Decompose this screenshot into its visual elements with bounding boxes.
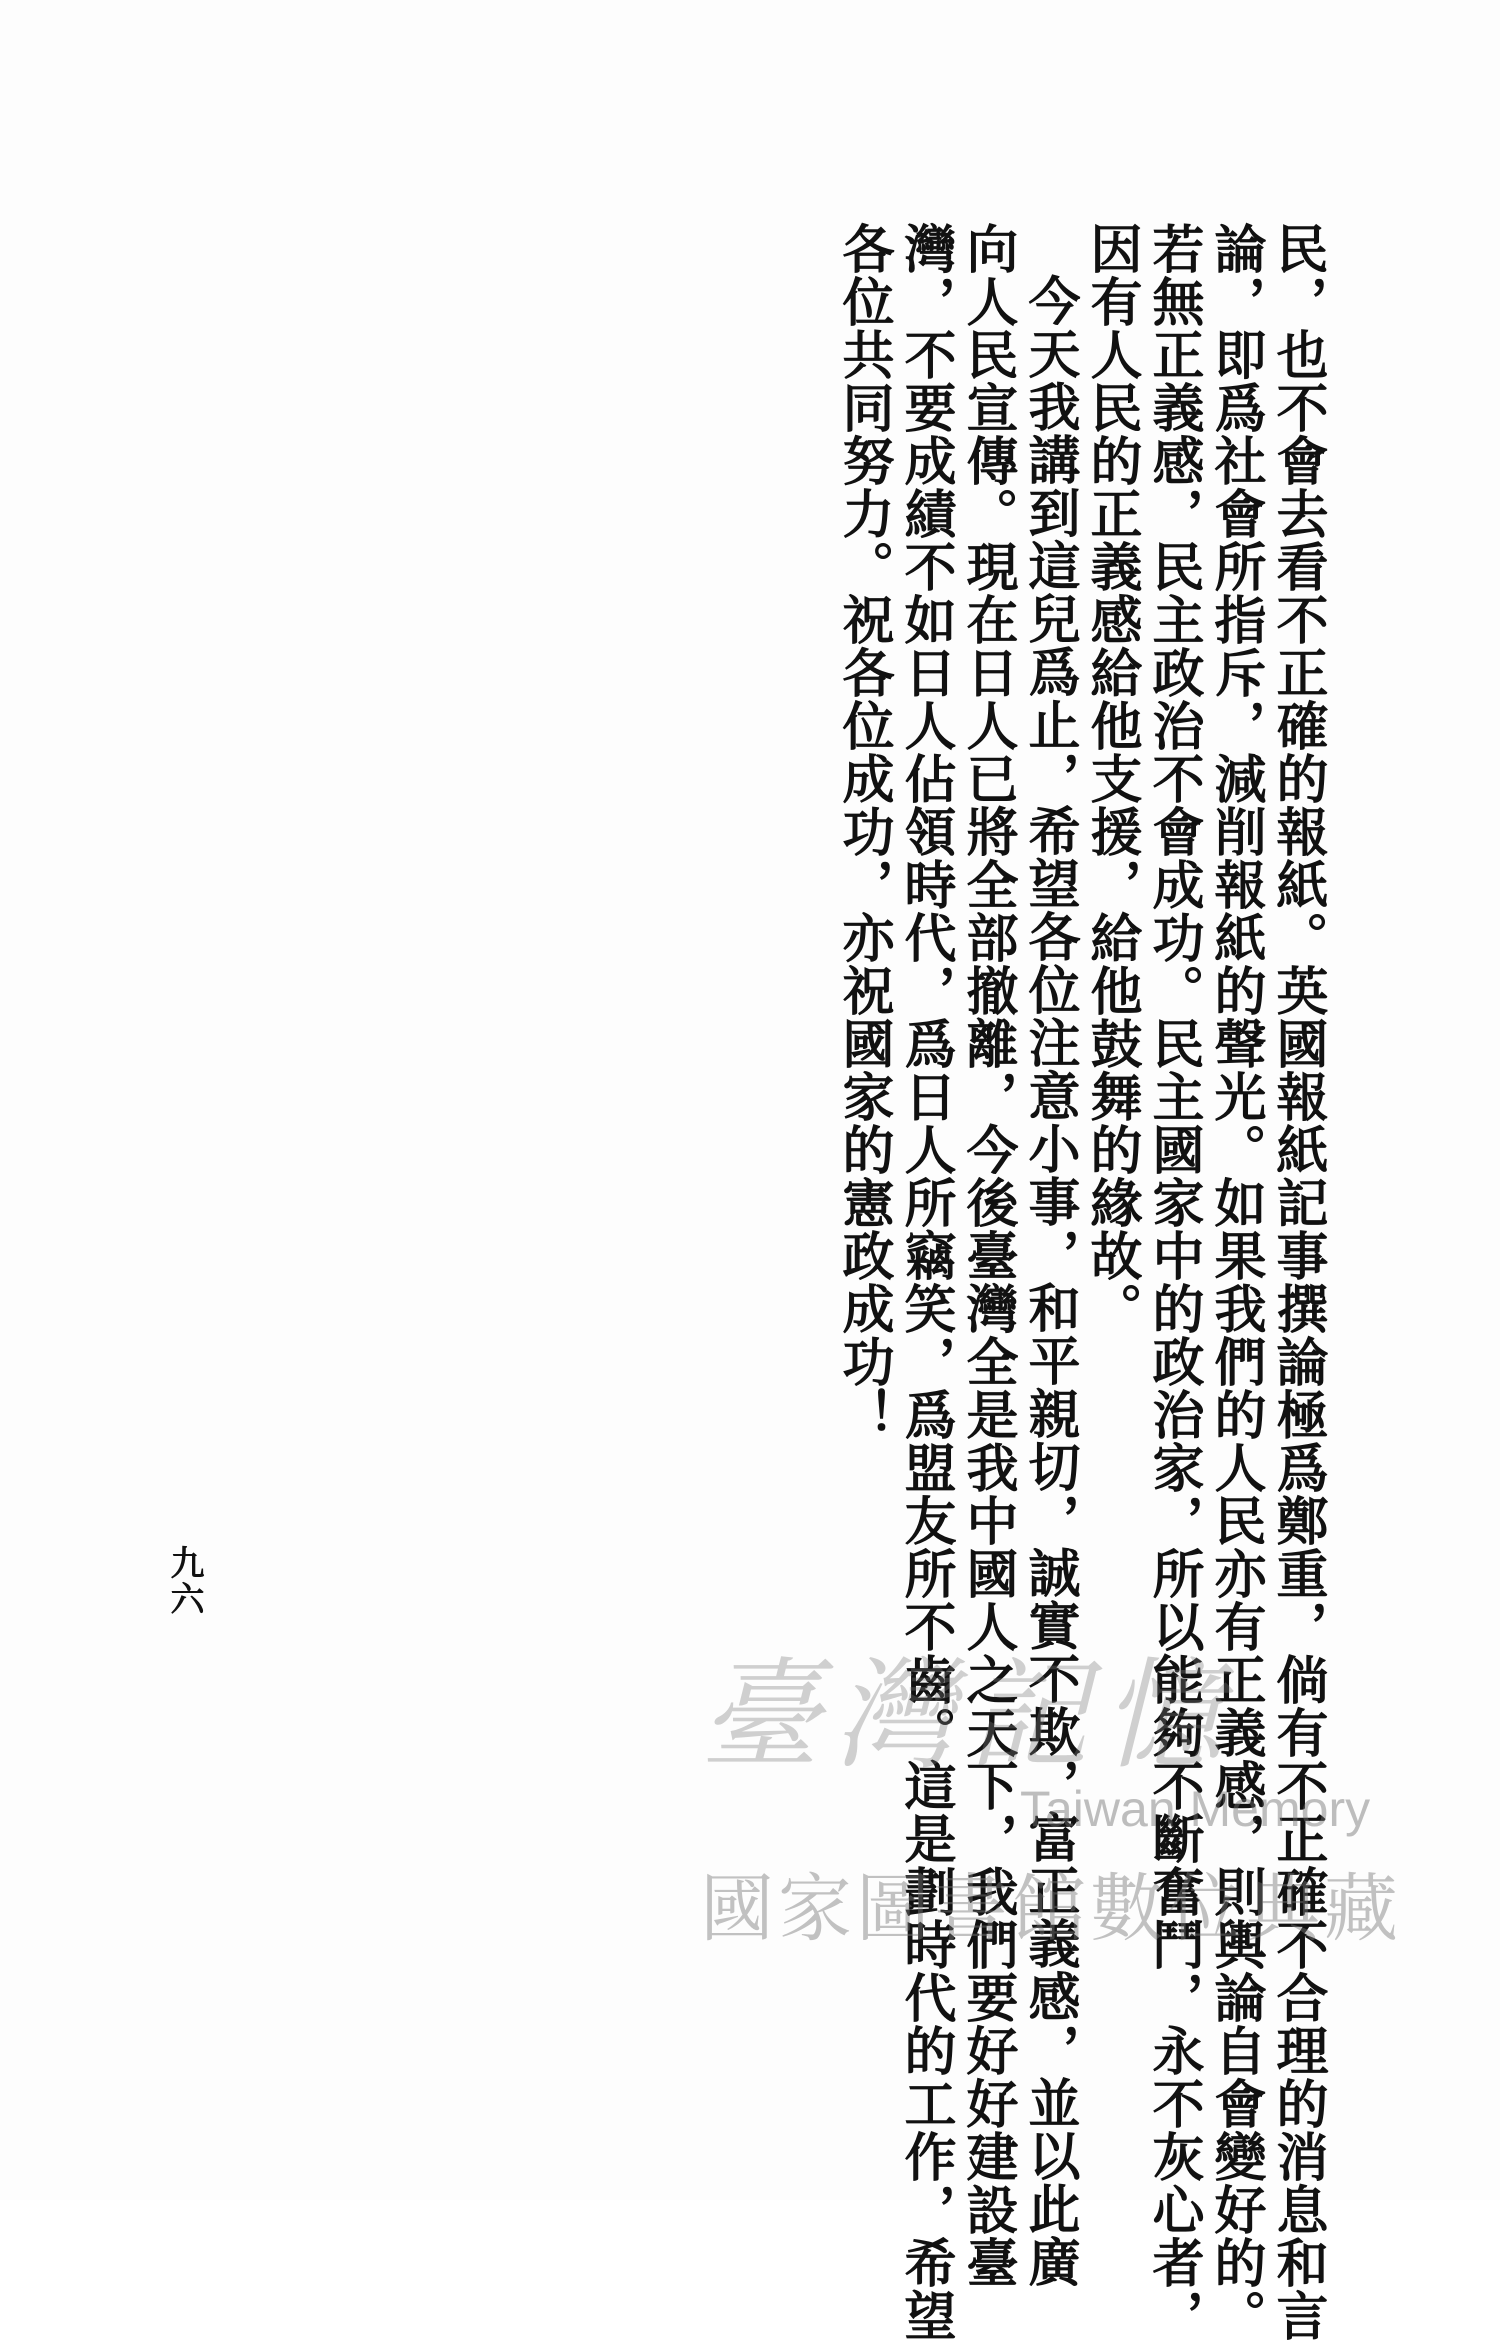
text-column-1: 民，也不會去看不正確的報紙。英國報紙記事撰論極爲鄭重，倘有不正確不合理的消息和言	[1267, 222, 1328, 2342]
text-column-7: 灣，不要成績不如日人佔領時代，爲日人所竊笑，爲盟友所不齒。這是劃時代的工作，希望	[895, 222, 956, 2342]
page-number: 九六	[164, 1545, 204, 1617]
text-column-3: 若無正義感，民主政治不會成功。民主國家中的政治家，所以能夠不斷奮鬥，永不灰心者，	[1143, 222, 1204, 2342]
text-column-2: 論，即爲社會所指斥，減削報紙的聲光。如果我們的人民亦有正義感，則輿論自會變好的。	[1205, 222, 1266, 2342]
watermark-english: Taiwan Memory	[1020, 1781, 1371, 1837]
watermark-title: 臺灣記憶	[700, 1647, 1236, 1786]
watermark-subtitle: 國家圖書館數位典藏	[700, 1866, 1402, 1952]
text-column-5: 今天我講到這兒爲止，希望各位注意小事，和平親切，誠實不欺，富正義感，並以此廣	[1019, 274, 1080, 2288]
text-column-8: 各位共同努力。祝各位成功，亦祝國家的憲政成功！	[833, 222, 894, 1441]
text-column-4: 因有人民的正義感給他支援，給他鼓舞的緣故。	[1081, 222, 1142, 1335]
text-column-6: 向人民宣傳。現在日人已將全部撤離，今後臺灣全是我中國人之天下，我們要好好建設臺	[957, 222, 1018, 2289]
